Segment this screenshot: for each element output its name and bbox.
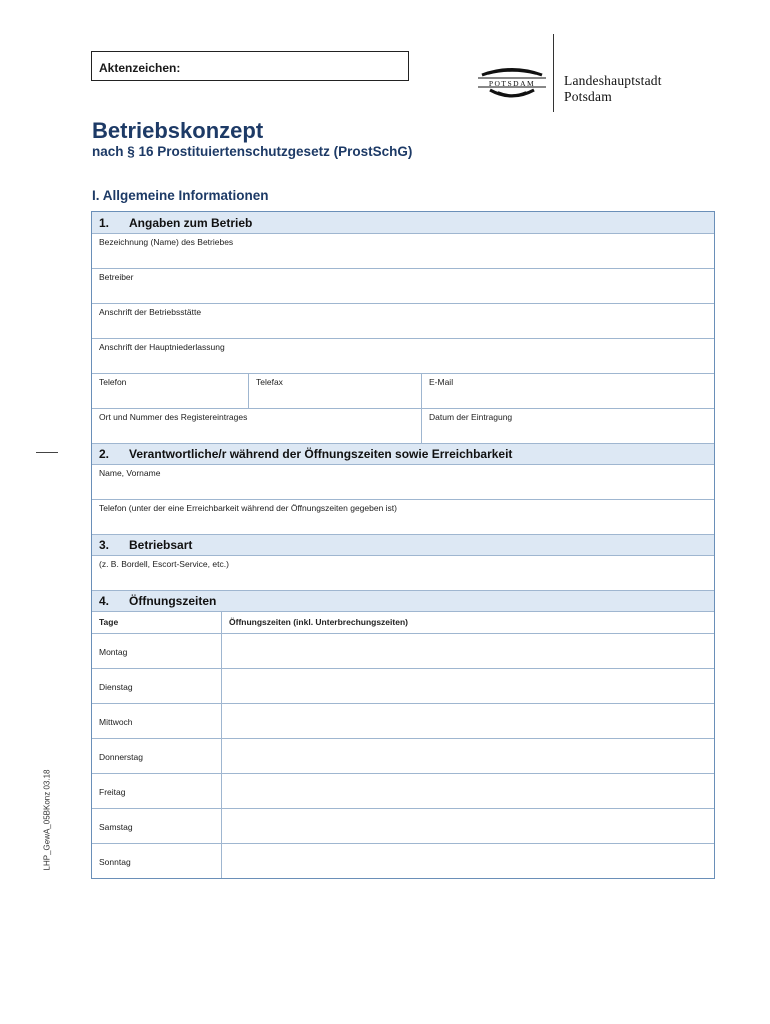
day-label: Mittwoch [99, 717, 133, 727]
responsible-phone-row [92, 499, 714, 534]
hours-row [92, 738, 714, 773]
hours-monday-field[interactable] [221, 634, 714, 668]
aktenzeichen-field[interactable] [91, 51, 409, 81]
hours-row [92, 773, 714, 808]
hours-wednesday-field[interactable] [221, 704, 714, 738]
city-line-2: Potsdam [564, 89, 612, 104]
responsible-name-row [92, 464, 714, 499]
section-heading: I. Allgemeine Informationen [92, 188, 269, 203]
operator-label: Betreiber [99, 272, 134, 282]
section-4-number: 4. [99, 594, 110, 608]
page-subtitle: nach § 16 Prostituiertenschutzgesetz (ProstSchG) [92, 144, 413, 159]
hours-tuesday-field[interactable] [221, 669, 714, 703]
register-date-field[interactable] [421, 409, 714, 443]
contact-row [92, 373, 714, 408]
site-address-field[interactable] [92, 304, 714, 338]
responsible-phone-field[interactable] [92, 500, 714, 534]
section-3-header [92, 534, 714, 555]
page-title: Betriebskonzept [92, 118, 264, 143]
section-2-number: 2. [99, 447, 110, 461]
fax-field[interactable] [248, 374, 421, 408]
days-column-header: Tage [99, 617, 119, 627]
business-type-hint: (z. B. Bordell, Escort-Service, etc.) [99, 559, 229, 569]
day-label: Sonntag [99, 857, 131, 867]
hours-row [92, 808, 714, 843]
hq-address-label: Anschrift der Hauptniederlassung [99, 342, 225, 352]
day-label: Freitag [99, 787, 126, 797]
hours-column-header: Öffnungszeiten (inkl. Unterbrechungszeiten) [221, 612, 714, 633]
section-4-title: Öffnungszeiten [129, 594, 217, 608]
hq-address-field[interactable] [92, 339, 714, 373]
section-2-title: Verantwortliche/r während der Öffnungszeiten sowie Erreichbarkeit [129, 447, 513, 461]
business-type-row [92, 555, 714, 590]
day-label: Samstag [99, 822, 133, 832]
site-address-row [92, 303, 714, 338]
responsible-name-label: Name, Vorname [99, 468, 161, 478]
hours-friday-field[interactable] [221, 774, 714, 808]
section-3-number: 3. [99, 538, 110, 552]
register-date-label: Datum der Eintragung [429, 412, 513, 422]
section-1-title: Angaben zum Betrieb [129, 215, 253, 230]
city-name [564, 73, 662, 105]
day-label: Montag [99, 647, 128, 657]
email-label: E-Mail [429, 377, 454, 387]
business-type-field[interactable] [92, 556, 714, 590]
emblem-text: POTSDAM [488, 79, 536, 88]
phone-label: Telefon [99, 377, 127, 387]
section-1-header [92, 212, 714, 233]
day-label: Donnerstag [99, 752, 143, 762]
aktenzeichen-label: Aktenzeichen: [99, 61, 181, 75]
operator-field[interactable] [92, 269, 714, 303]
form-table [91, 211, 715, 879]
email-field[interactable] [421, 374, 714, 408]
operator-row [92, 268, 714, 303]
section-4-header [92, 590, 714, 611]
business-name-label: Bezeichnung (Name) des Betriebes [99, 237, 234, 247]
hours-row [92, 843, 714, 878]
potsdam-emblem-icon [476, 66, 548, 100]
hours-row [92, 703, 714, 738]
section-3-title: Betriebsart [129, 538, 193, 552]
logo-divider [553, 34, 554, 112]
hours-row [92, 633, 714, 668]
section-2-header [92, 443, 714, 464]
register-field[interactable] [92, 409, 421, 443]
hq-address-row [92, 338, 714, 373]
hours-row [92, 668, 714, 703]
responsible-phone-label: Telefon (unter der eine Erreichbarkeit während der Öffnungszeiten gegeben ist) [99, 503, 397, 513]
fold-mark [36, 452, 58, 453]
form-code: LHP_GewA_05BKonz 03.18 [42, 769, 52, 871]
section-1-number: 1. [99, 215, 110, 230]
business-name-field[interactable] [92, 234, 714, 268]
business-name-row [92, 233, 714, 268]
fax-label: Telefax [256, 377, 283, 387]
register-row [92, 408, 714, 443]
hours-saturday-field[interactable] [221, 809, 714, 843]
phone-field[interactable] [92, 374, 248, 408]
responsible-name-field[interactable] [92, 465, 714, 499]
site-address-label: Anschrift der Betriebsstätte [99, 307, 202, 317]
hours-thursday-field[interactable] [221, 739, 714, 773]
day-label: Dienstag [99, 682, 133, 692]
hours-table-header [92, 611, 714, 633]
city-line-1: Landeshauptstadt [564, 73, 662, 88]
register-label: Ort und Nummer des Registereintrages [99, 412, 248, 422]
hours-sunday-field[interactable] [221, 844, 714, 878]
